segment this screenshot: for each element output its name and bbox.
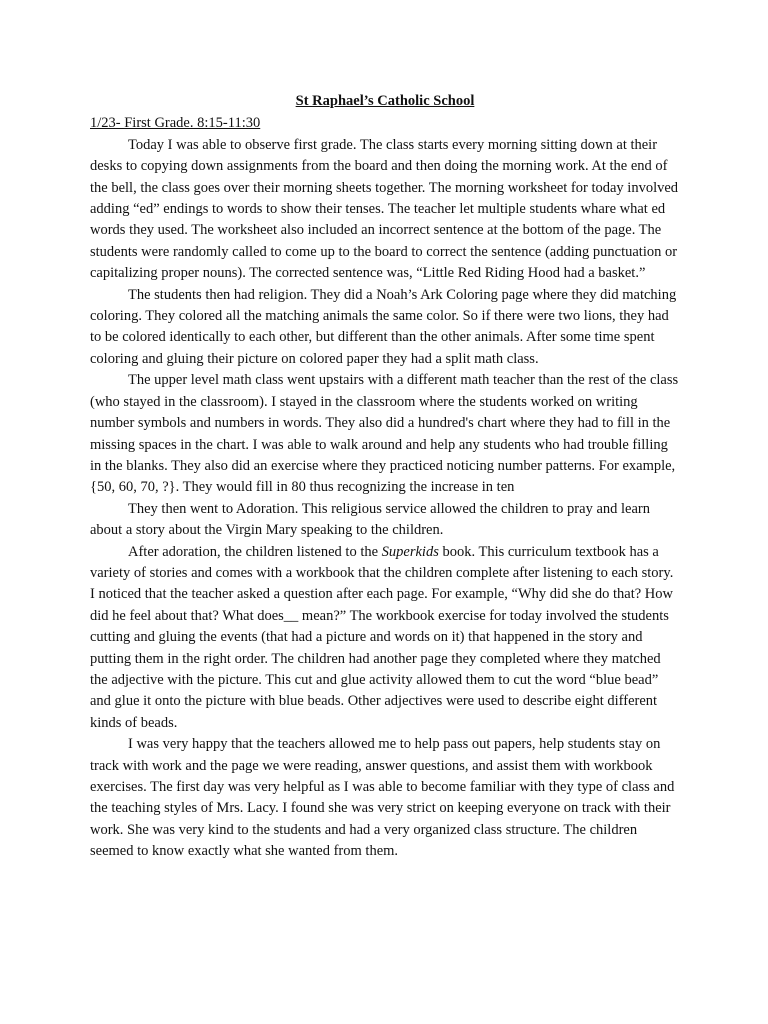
paragraph-religion: The students then had religion. They did a Noah’s Ark Coloring page where they did matching coloring. They colored all the matching animals the same color. So if there were two lions, they had to be colored identically to each other, but different than the other animals. After some time spent coloring and gluing their picture on colored paper they had a split math class. bbox=[90, 286, 677, 367]
observation-dateline: 1/23- First Grade. 8:15-11:30 bbox=[90, 115, 261, 132]
paragraph-morning-work: Today I was able to observe first grade. The class starts every morning sitting down at their desks to copying down assignments from the board and then doing the morning work. At the end of the bell, the class goes over their morning sheets together. The morning worksheet for today involved adding “ed” endings to words to show their tenses. The teacher let multiple students whare what ed words they used. The worksheet also included an incorrect sentence at the bottom of the page. The students were randomly called to come up to the board to correct the sentence (adding punctuation or capitalizing proper nouns). The corrected sentence was, “Little Red Riding Hood had a basket.” bbox=[90, 136, 679, 282]
document-page bbox=[90, 91, 680, 863]
paragraph-reflection: I was very happy that the teachers allowed me to help pass out papers, help students stay on track with work and the page we were reading, answer questions, and assist them with workbook exercises. The first day was very helpful as I was able to become familiar with they type of class and the teaching styles of Mrs. Lacy. I found she was very strict on keeping everyone on track with their work. She was very kind to the students and had a very organized class structure. The children seemed to know exactly what she wanted from them. bbox=[90, 736, 675, 860]
superkids-text-after: book. This curriculum textbook has a variety of stories and comes with a workbook that the children complete after listening to each story. I noticed that the teacher asked a question after each page. For example, “Why did she do that? How did he feel about that? What does__ mean?” The workbook exercise for today involved the students cutting and gluing the events (that had a picture and words on it) that happened in the story and putting them in the right order. The children had another page they completed where they matched the adjective with the picture. This cut and glue activity allowed them to cut the word “blue bead” and glue it onto the picture with blue beads. Other adjectives were used to describe eight different kinds of beads. bbox=[90, 543, 674, 731]
paragraph-math-class: The upper level math class went upstairs with a different math teacher than the rest of the class (who stayed in the classroom). I stayed in the classroom where the students worked on writing number symbols and numbers in words. They also did a hundred's chart where they had to fill in the missing spaces in the chart. I was able to walk around and help any students who had trouble filling in the blanks. They also did an exercise where they practiced noticing number patterns. For example, {50, 60, 70, ?}. They would fill in 80 thus recognizing the increase in ten bbox=[90, 372, 679, 496]
paragraph-superkids bbox=[90, 542, 680, 735]
document-title: St Raphael’s Catholic School bbox=[295, 93, 475, 109]
superkids-text-before: After adoration, the children listened to the bbox=[128, 543, 382, 560]
paragraph-adoration: They then went to Adoration. This religious service allowed the children to pray and learn about a story about the Virgin Mary speaking to the children. bbox=[90, 500, 650, 539]
superkids-book-title: Superkids bbox=[381, 543, 439, 560]
